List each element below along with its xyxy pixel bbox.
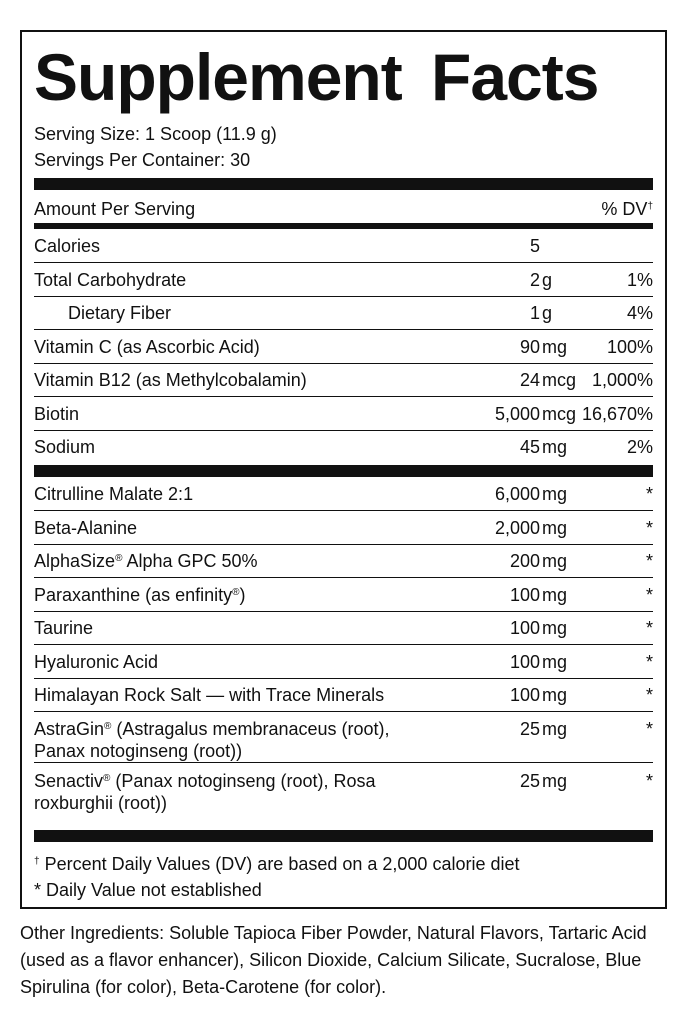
row-name-text: (Astragalus membranaceus (root), (111, 718, 390, 739)
table-row (34, 263, 653, 297)
row-name-text: Dietary Fiber (68, 303, 172, 323)
row-dv: 100% (606, 336, 653, 357)
table-row (34, 645, 653, 679)
servings-per-container: Servings Per Container: 30 (34, 150, 251, 170)
row-name-text: Vitamin B12 (as Methylcobalamin) (34, 370, 307, 390)
star-footnote-text: Daily Value not established (41, 880, 262, 900)
row-name-text: Sodium (34, 437, 96, 457)
row-amount: 100 (509, 584, 540, 605)
dv-footnote-text: Percent Daily Values (DV) are based on a 2,000 calorie diet (39, 854, 520, 874)
row-name-text: Himalayan Rock Salt — with Trace Minerals (34, 685, 385, 705)
row-dv: * (645, 651, 653, 672)
row-amount: 25 (519, 770, 540, 791)
row-name (34, 336, 454, 358)
row-unit: mg (542, 651, 568, 672)
row-amount: 200 (509, 551, 540, 571)
row-name-text: Senactiv (34, 770, 104, 791)
row-name-text: Beta-Alanine (34, 517, 138, 538)
row-name (34, 403, 454, 425)
row-name-text: ) (239, 584, 246, 605)
row-name-text: Total Carbohydrate (34, 269, 187, 290)
table-row (34, 430, 653, 463)
row-amount: 25 (519, 718, 540, 739)
table-row (34, 544, 653, 578)
table-row (34, 678, 653, 712)
table-row (34, 477, 653, 511)
row-amount: 6,000 (494, 484, 540, 504)
row-name-text: Panax notoginseng (root)) (34, 740, 243, 761)
table-row (34, 712, 653, 763)
row-unit: mcg (542, 403, 577, 424)
registered-mark: ® (103, 772, 111, 784)
other-ingredients: Other Ingredients: Soluble Tapioca Fiber Powder, Natural Flavors, Tartaric Acid (used as a flavor enhancer), Silicon Dioxide, Calcium Silicate, Sucralose, Blue Spirulina (for color), Beta-Carotene (for color). (20, 923, 647, 997)
star-mark: * (34, 880, 42, 900)
thick-divider (34, 465, 653, 477)
table-row (34, 397, 653, 431)
dagger-mark: † (647, 201, 653, 212)
dv-header (601, 199, 653, 220)
row-dv: 16,670% (581, 403, 653, 424)
table-row (34, 611, 653, 645)
table-row (34, 511, 653, 545)
row-amount: 90 (519, 336, 540, 357)
row-name-text: Biotin (34, 403, 80, 424)
row-amount: 1 (529, 303, 540, 323)
row-amount: 2,000 (494, 517, 540, 538)
dagger-mark: † (34, 856, 40, 867)
row-name (34, 684, 454, 706)
row-amount: 2 (529, 269, 540, 290)
registered-mark: ® (115, 553, 123, 564)
row-dv: * (645, 718, 653, 739)
row-name-text: Calories (34, 236, 101, 256)
table-row (34, 764, 653, 814)
amount-per-serving-label: Amount Per Serving (34, 199, 196, 219)
serving-size: Serving Size: 1 Scoop (11.9 g) (34, 124, 277, 144)
row-name (34, 269, 454, 291)
row-dv: * (645, 770, 653, 791)
row-name (34, 517, 454, 539)
row-name-text: Citrulline Malate 2:1 (34, 484, 194, 504)
row-unit: mg (542, 551, 568, 571)
row-name-text: (Panax notoginseng (root), Rosa (110, 770, 376, 791)
row-unit: mg (542, 437, 568, 457)
row-amount: 45 (519, 437, 540, 457)
table-row (34, 330, 653, 364)
thick-divider (34, 830, 653, 842)
row-name (34, 718, 454, 762)
row-dv: 1% (626, 269, 653, 290)
table-row (34, 578, 653, 612)
row-amount: 100 (509, 651, 540, 672)
row-amount: 100 (509, 618, 540, 638)
panel-title: Supplement Facts (34, 40, 599, 114)
dv-label: % DV (601, 199, 648, 219)
row-dv: 4% (626, 303, 653, 323)
row-name (34, 584, 454, 606)
row-name (34, 651, 454, 673)
row-dv: * (645, 618, 653, 638)
registered-mark: ® (104, 720, 112, 732)
row-name-text: AstraGin (34, 718, 105, 739)
row-name (68, 302, 488, 324)
row-unit: mg (542, 517, 568, 538)
row-name (34, 436, 454, 458)
row-amount: 24 (519, 370, 540, 390)
row-name (34, 369, 454, 391)
row-amount: 5 (529, 236, 540, 256)
supplement-facts-panel (20, 30, 667, 909)
row-unit: g (542, 303, 553, 323)
dv-footnote (34, 852, 520, 876)
row-dv: * (645, 551, 653, 571)
table-row (34, 296, 653, 330)
row-amount: 5,000 (494, 403, 540, 424)
row-name-text: Vitamin C (as Ascorbic Acid) (34, 336, 260, 357)
row-name-text: Alpha GPC 50% (122, 551, 258, 571)
row-dv: * (645, 484, 653, 504)
row-unit: mg (542, 484, 568, 504)
row-unit: g (542, 269, 553, 290)
row-dv: * (645, 584, 653, 605)
row-name-text: roxburghii (root)) (34, 792, 168, 813)
row-name (34, 550, 454, 572)
row-name-text: Taurine (34, 618, 94, 638)
row-name (34, 235, 454, 257)
row-amount: 100 (509, 685, 540, 705)
amount-header (34, 199, 653, 221)
row-unit: mg (542, 336, 568, 357)
row-unit: mg (542, 770, 568, 791)
row-name (34, 770, 454, 814)
star-footnote (34, 878, 262, 902)
thick-divider (34, 178, 653, 190)
row-dv: 1,000% (591, 370, 653, 390)
row-name-text: Hyaluronic Acid (34, 651, 159, 672)
row-name (34, 617, 454, 639)
row-name (34, 483, 454, 505)
row-unit: mcg (542, 370, 577, 390)
row-name-text: AlphaSize (34, 551, 116, 571)
row-unit: mg (542, 584, 568, 605)
row-dv: * (645, 685, 653, 705)
row-name-text: Paraxanthine (as enfinity (34, 584, 233, 605)
row-unit: mg (542, 718, 568, 739)
row-unit: mg (542, 685, 568, 705)
table-row (34, 363, 653, 397)
table-row (34, 229, 653, 263)
row-unit: mg (542, 618, 568, 638)
row-dv: 2% (626, 437, 653, 457)
registered-mark: ® (232, 586, 240, 598)
row-dv: * (645, 517, 653, 538)
